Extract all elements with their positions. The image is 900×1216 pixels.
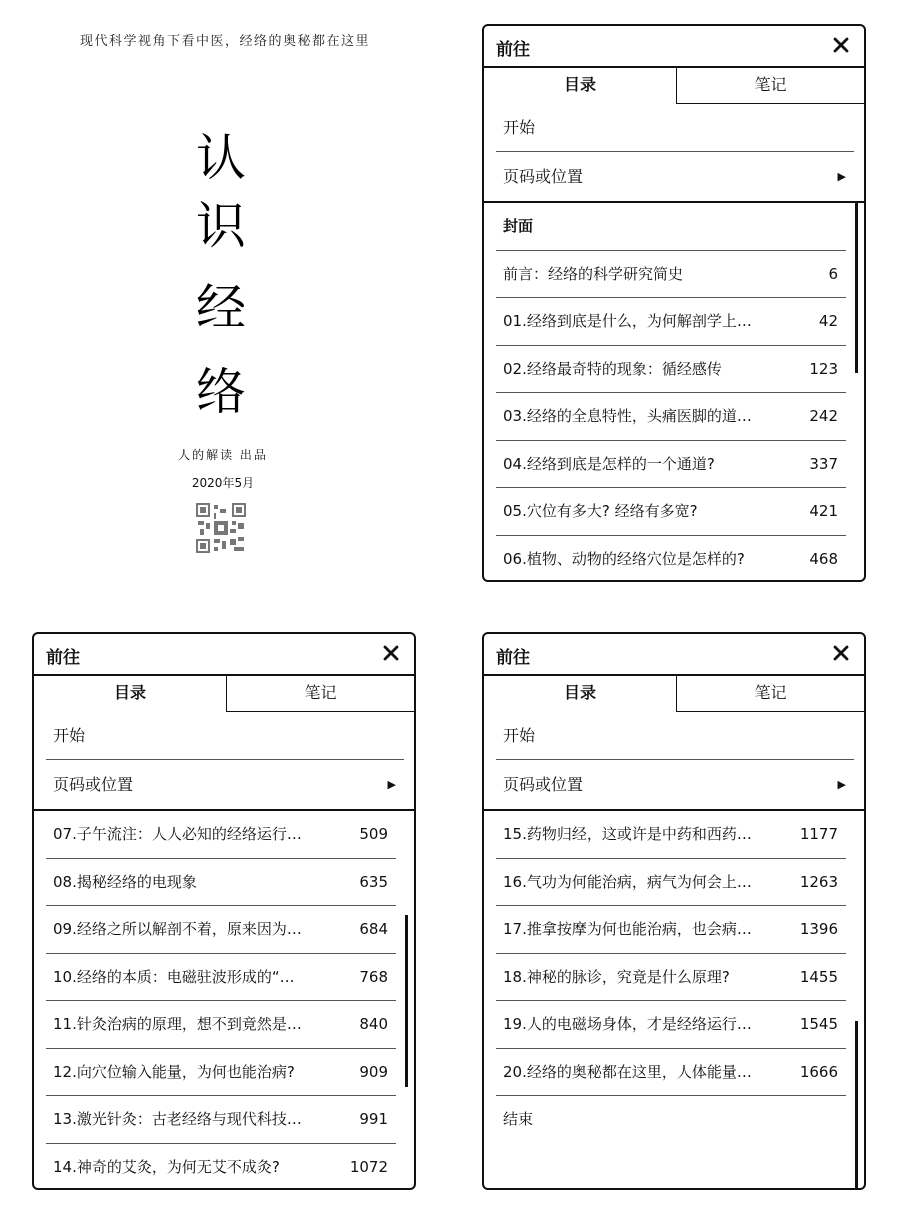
goto-start-label: 开始	[503, 118, 536, 137]
toc-item-page: 6	[828, 264, 838, 283]
toc-item[interactable]	[496, 536, 846, 583]
toc-item-label: 13.激光针灸：古老经络与现代科技…	[53, 1110, 302, 1128]
toc-item[interactable]	[496, 298, 846, 346]
toc-item-label: 08.揭秘经络的电现象	[53, 872, 197, 891]
toc-item-page: 421	[809, 502, 838, 520]
toc-item[interactable]	[496, 393, 846, 441]
toc-item-label: 05.穴位有多大? 经络有多宽?	[503, 502, 698, 520]
toc-item[interactable]	[496, 1001, 846, 1049]
toc-item-label: 07.子午流注：人人必知的经络运行…	[53, 825, 302, 843]
toc-item-page: 1072	[349, 1157, 388, 1176]
goto-panel	[482, 24, 866, 582]
toc-item-page: 242	[809, 407, 838, 425]
toc-item-label: 01.经络到底是什么，为何解剖学上…	[503, 312, 752, 330]
tab-notes[interactable]: 笔记	[676, 676, 864, 712]
panel-header	[34, 634, 414, 676]
toc-item[interactable]	[46, 1144, 396, 1191]
toc-item-label: 16.气功为何能治病，病气为何会上…	[503, 872, 752, 891]
toc-item-label: 前言：经络的科学研究简史	[503, 264, 684, 283]
goto-page-location-label: 页码或位置	[53, 775, 134, 794]
goto-page-location-label: 页码或位置	[503, 167, 584, 186]
goto-page-location[interactable]	[496, 761, 854, 809]
toc-item[interactable]	[496, 203, 846, 251]
toc-item[interactable]	[496, 441, 846, 489]
toc-item[interactable]	[46, 1096, 396, 1144]
tab-notes[interactable]: 笔记	[676, 68, 864, 104]
close-icon[interactable]	[830, 642, 852, 664]
goto-start-label: 开始	[53, 726, 86, 745]
toc-item-page: 1396	[799, 920, 838, 938]
goto-start[interactable]	[496, 712, 854, 760]
toc-item-page: 684	[359, 920, 388, 938]
toc-item[interactable]	[496, 1096, 846, 1144]
scrollbar[interactable]	[405, 811, 407, 1188]
goto-page-location[interactable]	[46, 761, 404, 809]
toc-item[interactable]	[46, 1049, 396, 1097]
play-arrow-icon: ▶	[837, 778, 846, 791]
toc-item-label: 结束	[503, 1110, 534, 1128]
panel-title: 前往	[496, 40, 530, 60]
panel-header	[484, 26, 864, 68]
toc-item-page: 337	[809, 454, 838, 473]
goto-panel	[32, 632, 416, 1190]
toc-item[interactable]	[46, 1001, 396, 1049]
toc-item-label: 封面	[503, 217, 534, 235]
toc-item-label: 11.针灸治病的原理，想不到竟然是…	[53, 1015, 302, 1033]
toc-item-page: 635	[359, 872, 388, 891]
tab-toc[interactable]: 目录	[563, 75, 596, 94]
cover-title-char: 络	[196, 363, 246, 421]
toc-item-label: 12.向穴位输入能量，为何也能治病?	[53, 1062, 295, 1081]
toc-item-label: 20.经络的奥秘都在这里，人体能量…	[503, 1062, 752, 1081]
toc-item-label: 15.药物归经，这或许是中药和西药…	[503, 825, 752, 843]
toc-item-label: 02.经络最奇特的现象：循经感传	[503, 359, 722, 378]
toc-list	[496, 203, 846, 582]
toc-item-page: 991	[359, 1110, 388, 1128]
panel-title: 前往	[46, 648, 80, 668]
close-icon[interactable]	[830, 34, 852, 56]
tab-notes[interactable]: 笔记	[226, 676, 414, 712]
toc-list	[496, 811, 846, 1144]
toc-item[interactable]	[496, 811, 846, 859]
play-arrow-icon: ▶	[387, 778, 396, 791]
qr-code-icon	[196, 503, 246, 553]
toc-item[interactable]	[46, 811, 396, 859]
toc-item-label: 10.经络的本质：电磁驻波形成的“…	[53, 967, 295, 986]
toc-item[interactable]	[496, 488, 846, 536]
scrollbar-thumb[interactable]	[855, 203, 858, 373]
toc-item[interactable]	[46, 954, 396, 1002]
tab-toc[interactable]: 目录	[113, 683, 146, 702]
scrollbar-thumb[interactable]	[405, 915, 408, 1087]
toc-list	[46, 811, 396, 1190]
scrollbar[interactable]	[855, 203, 857, 580]
cover-title-char: 经	[196, 279, 246, 337]
toc-item[interactable]	[496, 906, 846, 954]
scrollbar[interactable]	[855, 811, 857, 1188]
book-cover	[0, 0, 450, 600]
toc-item-label: 18.神秘的脉诊，究竟是什么原理?	[503, 967, 730, 986]
cover-title-char: 识	[196, 197, 246, 255]
goto-page-location-label: 页码或位置	[503, 775, 584, 794]
goto-page-location[interactable]	[496, 153, 854, 201]
toc-item-page: 1666	[799, 1062, 838, 1081]
cover-title-char: 认	[196, 129, 246, 187]
toc-item-label: 17.推拿按摩为何也能治病，也会病…	[503, 920, 752, 938]
cover-date: 2020年5月	[191, 476, 255, 490]
toc-item-page: 468	[809, 549, 838, 568]
toc-item-page: 1177	[799, 825, 838, 843]
toc-item[interactable]	[496, 346, 846, 394]
close-icon[interactable]	[380, 642, 402, 664]
tab-toc[interactable]: 目录	[563, 683, 596, 702]
toc-item-page: 1545	[799, 1015, 838, 1033]
cover-publisher: 人的解读 出品	[178, 448, 268, 462]
scrollbar-thumb[interactable]	[855, 1021, 858, 1190]
panel-title: 前往	[496, 648, 530, 668]
panel-header	[484, 634, 864, 676]
goto-start[interactable]	[46, 712, 404, 760]
toc-item[interactable]	[46, 859, 396, 907]
toc-item-page: 509	[359, 825, 388, 843]
toc-item-page: 768	[359, 967, 388, 986]
cover-tagline: 现代科学视角下看中医，经络的奥秘都在这里	[79, 34, 370, 49]
toc-item-label: 06.植物、动物的经络穴位是怎样的?	[503, 549, 745, 568]
toc-item-page: 1455	[799, 967, 838, 986]
toc-item[interactable]	[496, 1049, 846, 1097]
toc-item-page: 123	[809, 359, 838, 378]
toc-item[interactable]	[496, 251, 846, 299]
toc-item-page: 42	[818, 312, 838, 330]
toc-item-page: 840	[359, 1015, 388, 1033]
toc-item-page: 1263	[799, 872, 838, 891]
goto-start-label: 开始	[503, 726, 536, 745]
play-arrow-icon: ▶	[837, 170, 846, 183]
toc-item[interactable]	[496, 954, 846, 1002]
goto-start[interactable]	[496, 104, 854, 152]
toc-item-label: 19.人的电磁场身体，才是经络运行…	[503, 1015, 752, 1033]
toc-item-page: 909	[359, 1062, 388, 1081]
toc-item-label: 09.经络之所以解剖不着，原来因为…	[53, 920, 302, 938]
toc-item-label: 14.神奇的艾灸，为何无艾不成灸?	[53, 1157, 280, 1176]
toc-item-label: 04.经络到底是怎样的一个通道?	[503, 454, 715, 473]
toc-item[interactable]	[46, 906, 396, 954]
goto-panel	[482, 632, 866, 1190]
toc-item-label: 03.经络的全息特性，头痛医脚的道…	[503, 407, 752, 425]
toc-item[interactable]	[496, 859, 846, 907]
